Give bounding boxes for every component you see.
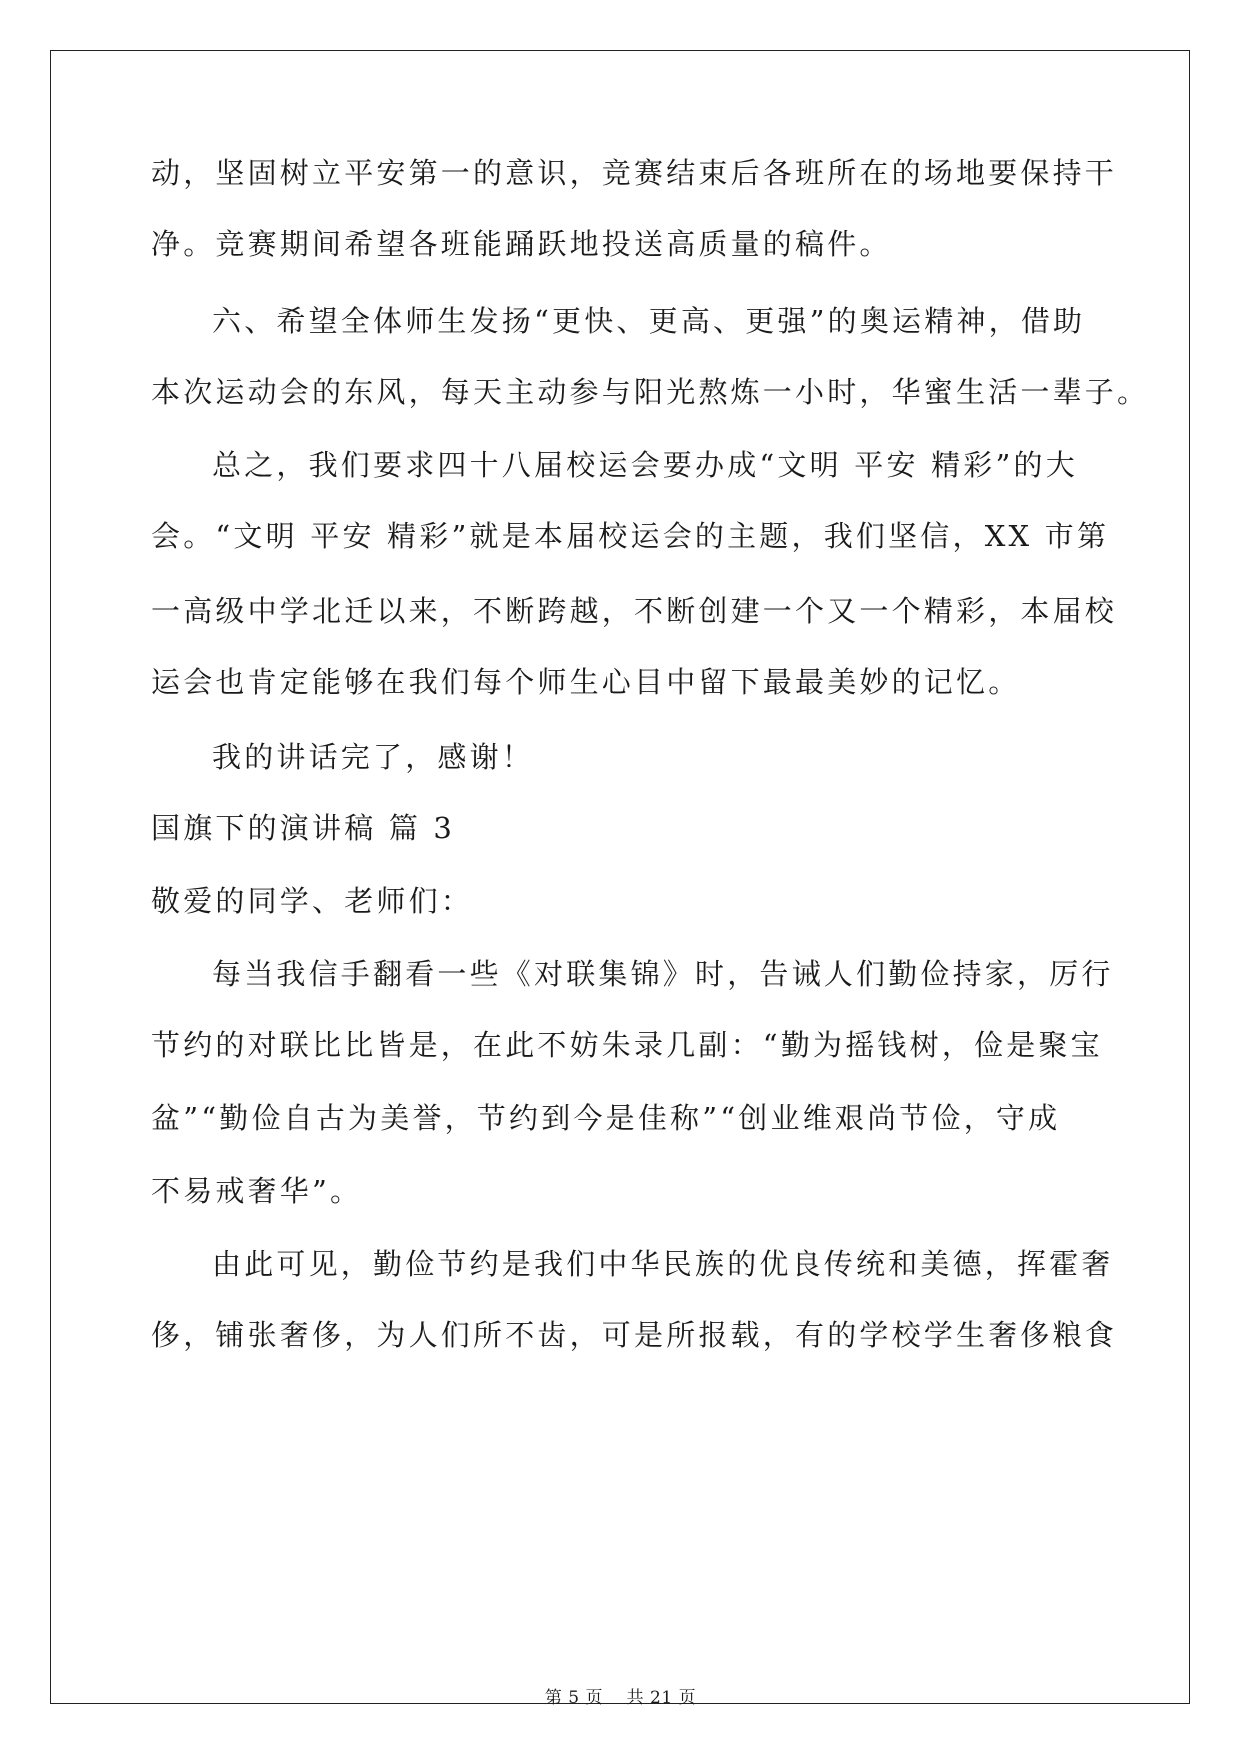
page-footer: 第 5 页 共 21 页 (544, 1688, 697, 1708)
text-line-12: 每当我信手翻看一些《对联集锦》时，告诫人们勤俭持家，厉行 (212, 957, 1114, 991)
text-line-1: 动，坚固树立平安第一的意识，竞赛结束后各班所在的场地要保持干 (151, 156, 1118, 190)
text-line-5: 总之，我们要求四十八届校运会要办成“文明 平安 精彩”的大 (212, 448, 1078, 482)
text-line-7: 一高级中学北迁以来，不断跨越，不断创建一个又一个精彩，本届校 (151, 594, 1118, 628)
text-line-6: 会。“文明 平安 精彩”就是本届校运会的主题，我们坚信，XX 市第 (151, 519, 1110, 553)
text-line-3: 六、希望全体师生发扬“更快、更高、更强”的奥运精神，借助 (212, 304, 1086, 338)
text-line-13: 节约的对联比比皆是，在此不妨朱录几副：“勤为摇钱树，俭是聚宝 (151, 1028, 1103, 1062)
page-border (50, 50, 1190, 1704)
text-line-9: 我的讲话完了，感谢！ (212, 740, 535, 774)
text-line-2: 净。竞赛期间希望各班能踊跃地投送高质量的稿件。 (151, 227, 892, 261)
salutation: 敬爱的同学、老师们： (151, 884, 474, 918)
text-line-16: 由此可见，勤俭节约是我们中华民族的优良传统和美德，挥霍奢 (212, 1247, 1114, 1281)
section-heading: 国旗下的演讲稿 篇 3 (151, 811, 456, 845)
text-line-15: 不易戒奢华”。 (151, 1174, 363, 1208)
text-line-17: 侈，铺张奢侈，为人们所不齿，可是所报载，有的学校学生奢侈粮食 (151, 1318, 1118, 1352)
text-line-14: 盆”“勤俭自古为美誉，节约到今是佳称”“创业维艰尚节俭，守成 (151, 1101, 1061, 1135)
text-line-8: 运会也肯定能够在我们每个师生心目中留下最最美妙的记忆。 (151, 665, 1021, 699)
text-line-4: 本次运动会的东风，每天主动参与阳光熬炼一小时，华蜜生活一辈子。 (151, 375, 1150, 409)
